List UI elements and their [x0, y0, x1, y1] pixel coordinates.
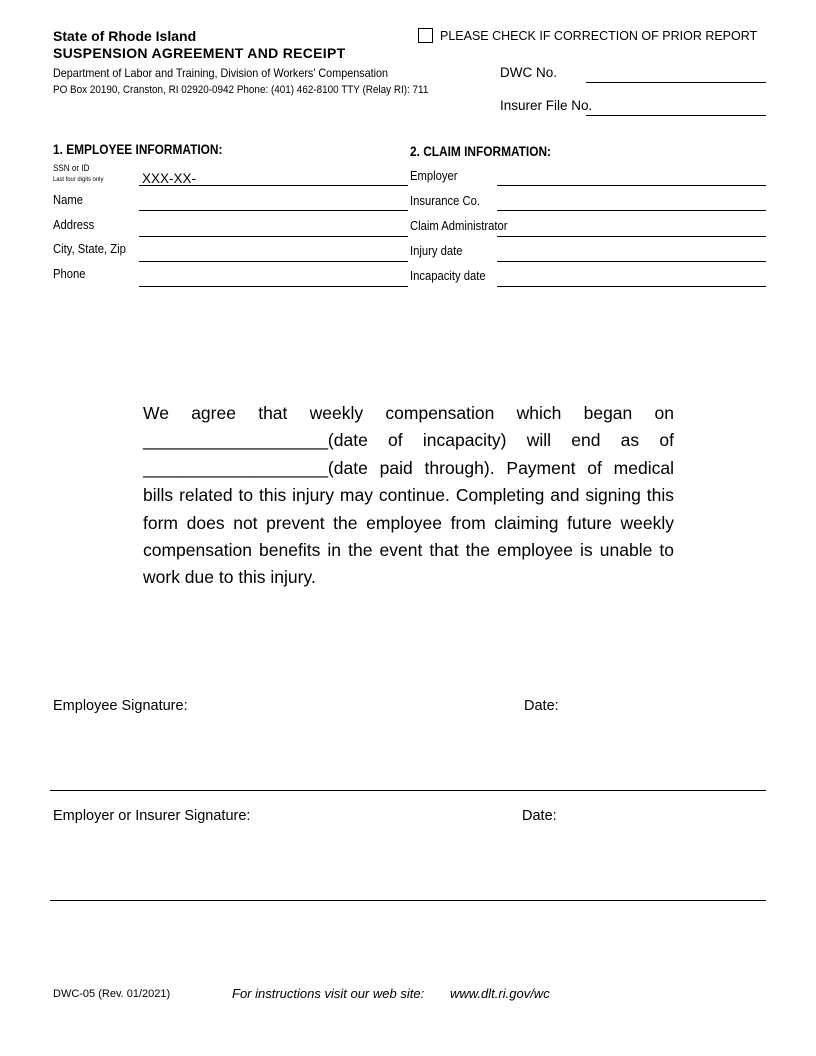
- employee-info-heading: 1. EMPLOYEE INFORMATION:: [53, 142, 223, 157]
- claim-administrator-label: Claim Administrator: [410, 219, 508, 233]
- insurance-co-field[interactable]: [497, 210, 766, 211]
- employee-date-label: Date:: [524, 698, 559, 714]
- phone-label: Phone: [53, 267, 86, 281]
- address-field[interactable]: [139, 236, 408, 237]
- insurer-file-label: Insurer File No.: [500, 98, 593, 113]
- employee-signature-label: Employee Signature:: [53, 698, 188, 714]
- form-number: DWC-05 (Rev. 01/2021): [53, 988, 171, 1000]
- agreement-text: We agree that weekly compensation which began on ___________________(date of incapacity) will end as of ___________________(date paid through). Payment of medical bills related to this injury may continue. Completing and signing this form does not prevent the employee from claiming future weekly compensation benefits in the event that the employee is unable to work due to this injury.: [143, 403, 674, 588]
- dwc-no-field[interactable]: [586, 82, 766, 83]
- incapacity-date-field[interactable]: [497, 286, 766, 287]
- ssn-field[interactable]: [139, 185, 408, 186]
- insurer-file-field[interactable]: [586, 115, 766, 116]
- employer-date-label: Date:: [522, 808, 557, 824]
- employer-field[interactable]: [497, 185, 766, 186]
- correction-checkbox-label: PLEASE CHECK IF CORRECTION OF PRIOR REPORT: [440, 29, 758, 43]
- instructions-text: For instructions visit our web site:: [232, 986, 425, 1001]
- employer-signature-line[interactable]: [50, 900, 766, 901]
- phone-field[interactable]: [139, 286, 408, 287]
- address-label: Address: [53, 218, 95, 232]
- ssn-label: SSN or ID: [53, 163, 90, 173]
- city-state-zip-label: City, State, Zip: [53, 242, 126, 256]
- employer-signature-label: Employer or Insurer Signature:: [53, 808, 251, 824]
- city-state-zip-field[interactable]: [139, 261, 408, 262]
- name-field[interactable]: [139, 210, 408, 211]
- ssn-value: XXX-XX-: [142, 171, 197, 186]
- injury-date-label: Injury date: [410, 244, 463, 258]
- department-address: PO Box 20190, Cranston, RI 02920-0942 Phone: (401) 462-8100 TTY (Relay RI): 711: [53, 84, 429, 96]
- claim-administrator-field[interactable]: [497, 236, 766, 237]
- insurance-co-label: Insurance Co.: [410, 194, 481, 208]
- name-label: Name: [53, 193, 84, 207]
- claim-info-heading: 2. CLAIM INFORMATION:: [410, 144, 552, 159]
- state-name: State of Rhode Island: [53, 28, 197, 44]
- ssn-sublabel: Last four digits only: [53, 176, 104, 183]
- injury-date-field[interactable]: [497, 261, 766, 262]
- form-title: SUSPENSION AGREEMENT AND RECEIPT: [53, 45, 346, 61]
- website-link[interactable]: www.dlt.ri.gov/wc: [450, 986, 550, 1001]
- employer-label: Employer: [410, 169, 458, 183]
- correction-checkbox[interactable]: [418, 28, 433, 43]
- employee-signature-line[interactable]: [50, 790, 766, 791]
- incapacity-date-label: Incapacity date: [410, 269, 486, 283]
- dwc-no-label: DWC No.: [500, 65, 557, 80]
- department-name: Department of Labor and Training, Division of Workers' Compensation: [53, 66, 389, 80]
